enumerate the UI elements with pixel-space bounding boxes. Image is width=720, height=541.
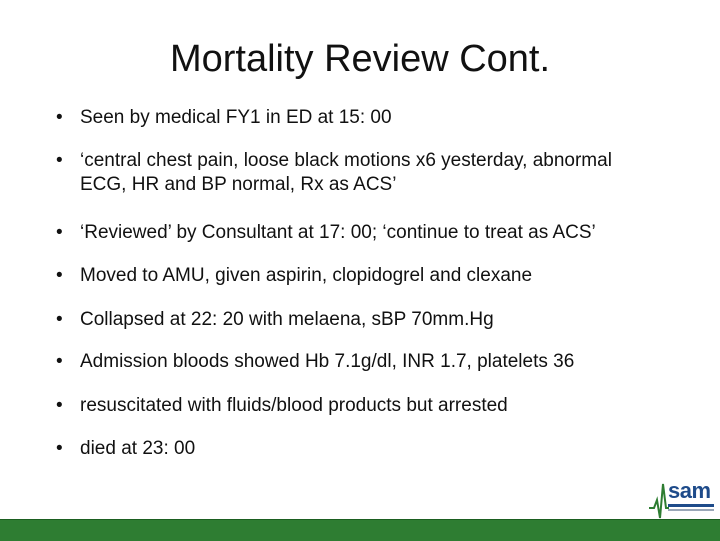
bullet-item xyxy=(56,149,640,197)
bullet-dot-icon: • xyxy=(56,107,63,128)
logo-underline xyxy=(668,504,714,507)
bullet-text: resuscitated with fluids/blood products but arrested xyxy=(80,395,508,416)
bullet-item xyxy=(56,106,392,130)
logo-tagline-bar xyxy=(668,509,714,511)
bullet-text: Admission bloods showed Hb 7.1g/dl, INR 1.7, platelets 36 xyxy=(80,351,575,372)
bullet-text: Moved to AMU, given aspirin, clopidogrel and clexane xyxy=(80,265,533,286)
bullet-dot-icon: • xyxy=(56,265,63,286)
slide-title: Mortality Review Cont. xyxy=(169,38,551,80)
bullet-dot-icon: • xyxy=(56,395,63,416)
bullet-text: died at 23: 00 xyxy=(80,438,196,459)
bullet-dot-icon: • xyxy=(56,351,63,372)
bullet-item xyxy=(56,308,494,332)
bullet-item xyxy=(56,221,596,245)
bullet-dot-icon: • xyxy=(56,150,63,171)
bullet-text: Seen by medical FY1 in ED at 15: 00 xyxy=(80,107,392,128)
logo-text: sam xyxy=(668,478,711,503)
bullet-text: ‘central chest pain, loose black motions x6 yesterday, abnormal ECG, HR and BP normal, Rx as ACS’ xyxy=(80,150,612,195)
bullet-item xyxy=(56,264,532,288)
bullet-item xyxy=(56,394,508,418)
sam-logo xyxy=(648,478,718,520)
ecg-heartbeat-icon xyxy=(648,478,670,520)
bullet-text: Collapsed at 22: 20 with melaena, sBP 70mm.Hg xyxy=(80,309,494,330)
bullet-text: ‘Reviewed’ by Consultant at 17: 00; ‘continue to treat as ACS’ xyxy=(80,222,596,243)
bullet-item xyxy=(56,437,195,461)
bullet-item xyxy=(56,350,574,374)
bullet-dot-icon: • xyxy=(56,309,63,330)
bullet-dot-icon: • xyxy=(56,438,63,459)
footer-bar xyxy=(0,519,720,541)
bullet-dot-icon: • xyxy=(56,222,63,243)
